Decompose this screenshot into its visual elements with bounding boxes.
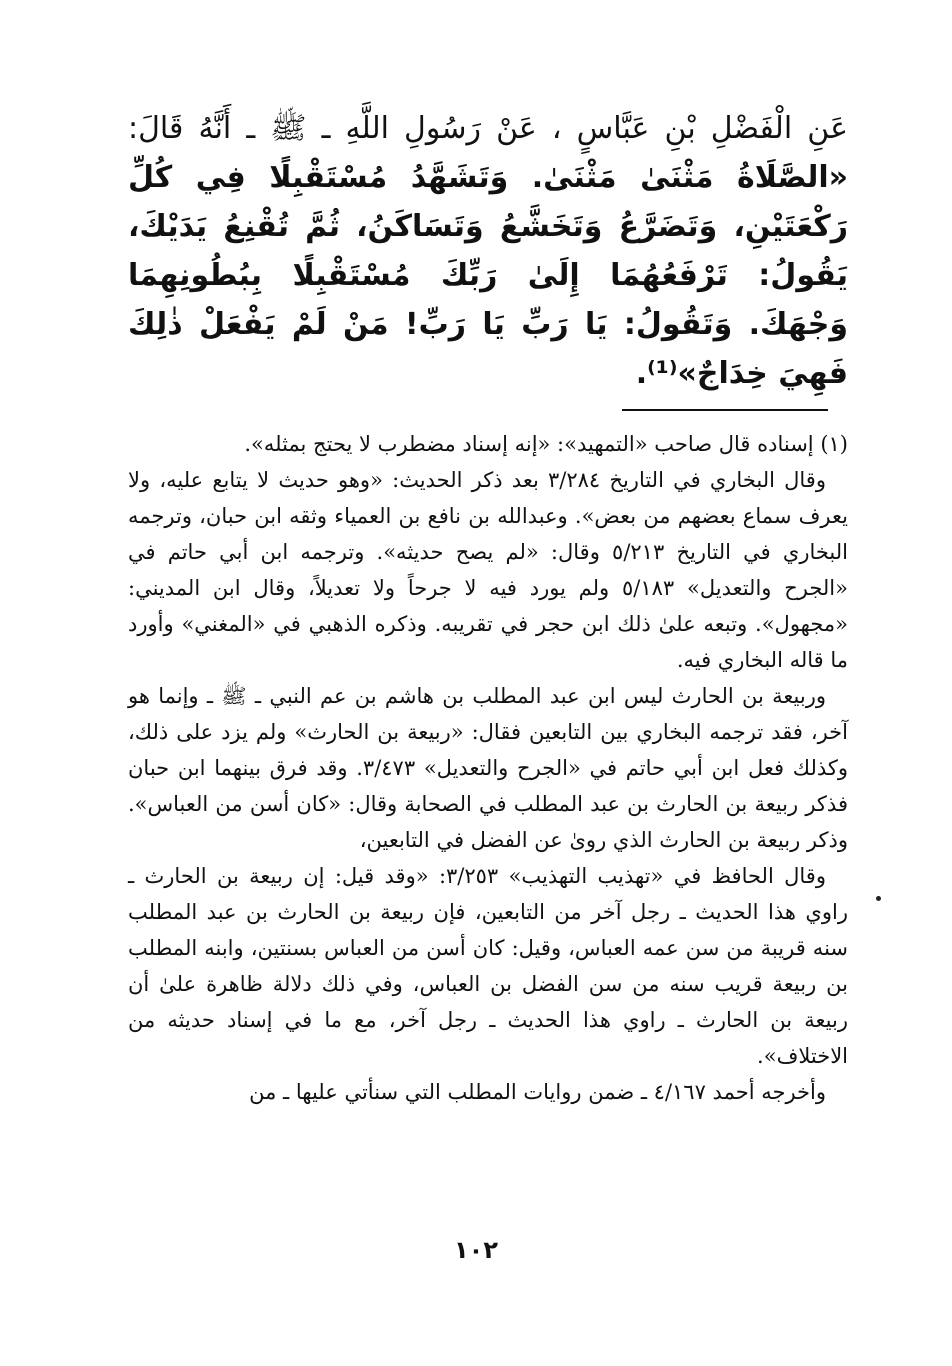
footnotes-section <box>128 426 848 1110</box>
scan-speck <box>876 896 881 901</box>
footnote-paragraph: وقال الحافظ في «تهذيب التهذيب» ٣/٢٥٣: «وقد قيل: إن ربيعة بن الحارث ـ راوي هذا الحديث ـ رجل آخر من التابعين، فإن ربيعة بن الحارث بن عبد المطلب سنه قريبة من سن عمه العباس، وقيل: كان أسن من العباس بسنتين، وابنه المطلب بن ربيعة قريب سنه من سن الفضل بن العباس، وفي ذلك دلالة ظاهرة علىٰ أن ربيعة بن الحارث ـ راوي هذا الحديث ـ رجل آخر، مع ما في إسناد حديثه من الاختلاف». <box>128 864 848 1068</box>
hadith-isnad-line: عَنِ الْفَضْلِ بْنِ عَبَّاسٍ ، عَنْ رَسُولِ اللَّهِ ـ ﷺ ـ أَنَّهُ قَالَ: <box>128 111 848 146</box>
footnote-paragraph: وربيعة بن الحارث ليس ابن عبد المطلب بن هاشم بن عم النبي ـ ﷺ ـ وإنما هو آخر، فقد ترجمه البخاري بين التابعين فقال: «ربيعة بن الحارث» ولم يزد على ذلك، وكذلك فعل ابن أبي حاتم في «الجرح والتعديل» ٣/٤٧٣. وقد فرق بينهما ابن حبان فذكر ربيعة بن الحارث بن عبد المطلب في الصحابة وقال: «كان أسن من العباس». وذكر ربيعة بن الحارث الذي روىٰ عن الفضل في التابعين، <box>128 684 848 852</box>
footnote-separator <box>622 409 828 411</box>
main-hadith-text <box>128 104 848 398</box>
footnote-paragraph: وقال البخاري في التاريخ ٣/٢٨٤ بعد ذكر الحديث: «وهو حديث لا يتابع عليه، ولا يعرف سماع بعضهم من بعض». وعبدالله بن نافع بن العمياء وثقه ابن حبان، وترجمه البخاري في التاريخ ٥/٢١٣ وقال: «لم يصح حديثه». وترجمه ابن أبي حاتم في «الجرح والتعديل» ٥/١٨٣ ولم يورد فيه لا جرحاً ولا تعديلاً، وقال ابن المديني: «مجهول». وتبعه علىٰ ذلك ابن حجر في تقريبه. وذكره الذهبي في «المغني» وأورد ما قاله البخاري فيه. <box>128 468 848 672</box>
footnote-paragraph: وأخرجه أحمد ٤/١٦٧ ـ ضمن روايات المطلب التي سنأتي عليها ـ من <box>249 1080 826 1104</box>
footnote-paragraph: (١) إسناده قال صاحب «التمهيد»: «إنه إسناد مضطرب لا يحتج بمثله». <box>244 432 848 456</box>
hadith-matn: «الصَّلَاةُ مَثْنَىٰ مَثْنَىٰ. وَتَشَهَّدُ مُسْتَقْبِلًا فِي كُلِّ رَكْعَتَيْنِ، وَتَضَرَّعُ وَتَخَشَّعُ وَتَسَاكَنُ، ثُمَّ تُقْنِعُ يَدَيْكَ، يَقُولُ: تَرْفَعُهُمَا إِلَىٰ رَبِّكَ مُسْتَقْبِلًا بِبُطُونِهِمَا وَجْهَكَ. وَتَقُولُ: يَا رَبِّ يَا رَبِّ! مَنْ لَمْ يَفْعَلْ ذٰلِكَ فَهِيَ خِدَاجٌ»⁽¹⁾. <box>128 160 848 391</box>
page-number: ١٠٢ <box>454 1236 498 1264</box>
